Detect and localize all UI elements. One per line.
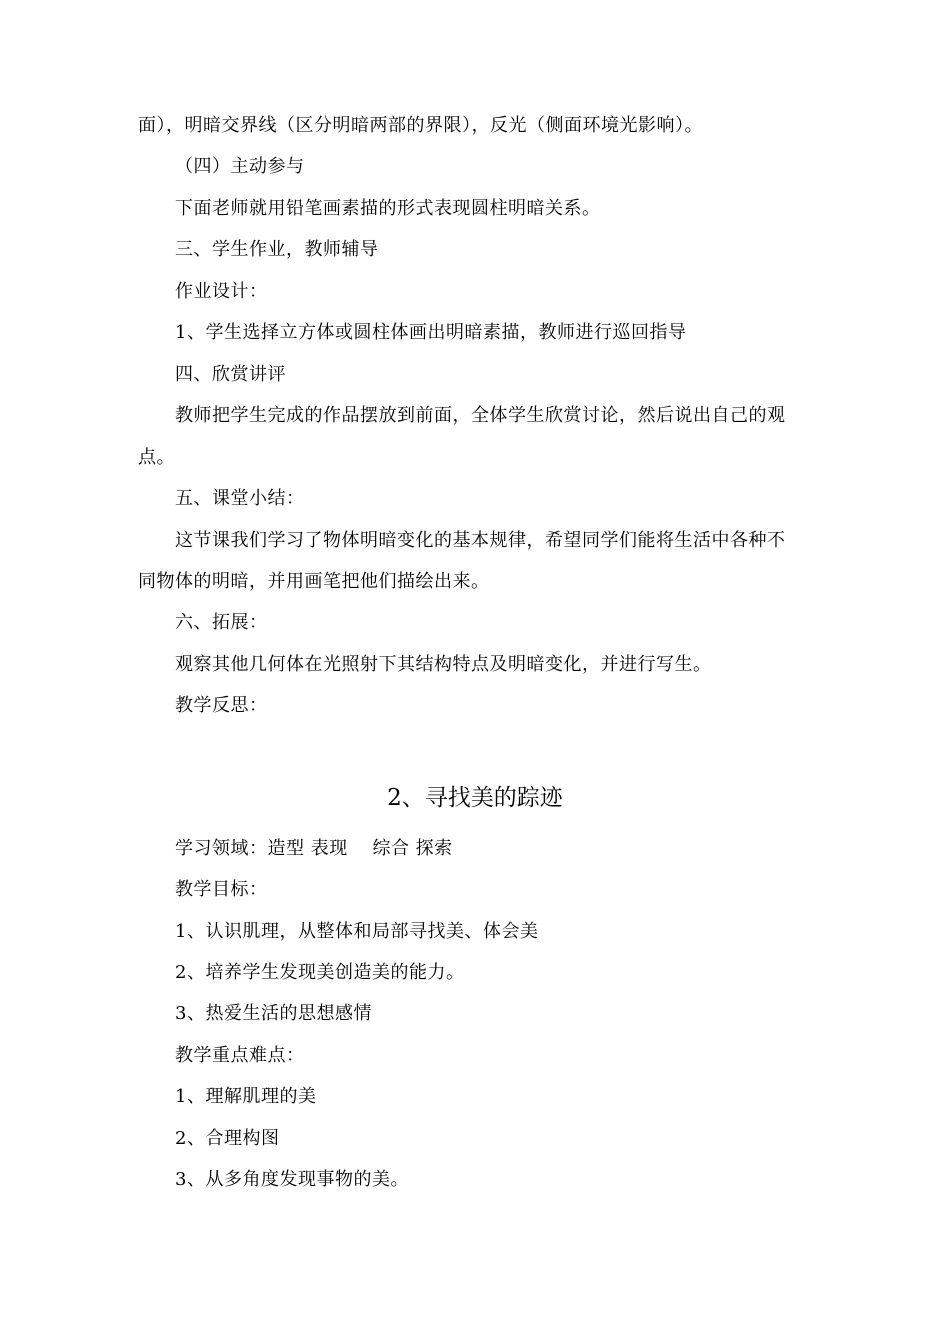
lesson-title: 2、寻找美的踪迹	[387, 785, 563, 811]
list-item: 1、学生选择立方体或圆柱体画出明暗素描，教师进行巡回指导	[175, 322, 687, 343]
paragraph-line: 这节课我们学习了物体明暗变化的基本规律，希望同学们能将生活中各种不	[175, 530, 786, 551]
section-heading: 教学重点难点：	[175, 1045, 305, 1066]
paragraph-line: 面），明暗交界线（区分明暗两部的界限），反光（侧面环境光影响）。	[138, 115, 703, 136]
list-item: 1、理解肌理的美	[175, 1086, 317, 1107]
section-heading: 四、欣赏讲评	[175, 364, 286, 385]
list-item: 3、从多角度发现事物的美。	[175, 1169, 409, 1190]
list-item: 1、认识肌理，从整体和局部寻找美、体会美	[175, 921, 539, 942]
section-heading: 五、课堂小结：	[175, 488, 305, 509]
paragraph-line: 学习领域：造型 表现 综合 探索	[175, 838, 453, 859]
paragraph-line: 同物体的明暗，并用画笔把他们描绘出来。	[138, 571, 490, 592]
section-heading: 六、拓展：	[175, 612, 268, 633]
paragraph-line: 点。	[138, 447, 175, 468]
section-heading: （四）主动参与	[175, 156, 305, 177]
section-heading: 教学反思：	[175, 695, 268, 716]
paragraph-line: 作业设计：	[175, 281, 268, 302]
list-item: 2、合理构图	[175, 1128, 280, 1149]
paragraph-line: 教师把学生完成的作品摆放到前面，全体学生欣赏讨论，然后说出自己的观	[175, 405, 786, 426]
section-heading: 教学目标：	[175, 879, 268, 900]
paragraph-line: 观察其他几何体在光照射下其结构特点及明暗变化，并进行写生。	[175, 654, 712, 675]
list-item: 3、热爱生活的思想感情	[175, 1003, 372, 1024]
paragraph-line: 下面老师就用铅笔画素描的形式表现圆柱明暗关系。	[175, 198, 601, 219]
list-item: 2、培养学生发现美创造美的能力。	[175, 962, 465, 983]
section-heading: 三、学生作业，教师辅导	[175, 239, 379, 260]
